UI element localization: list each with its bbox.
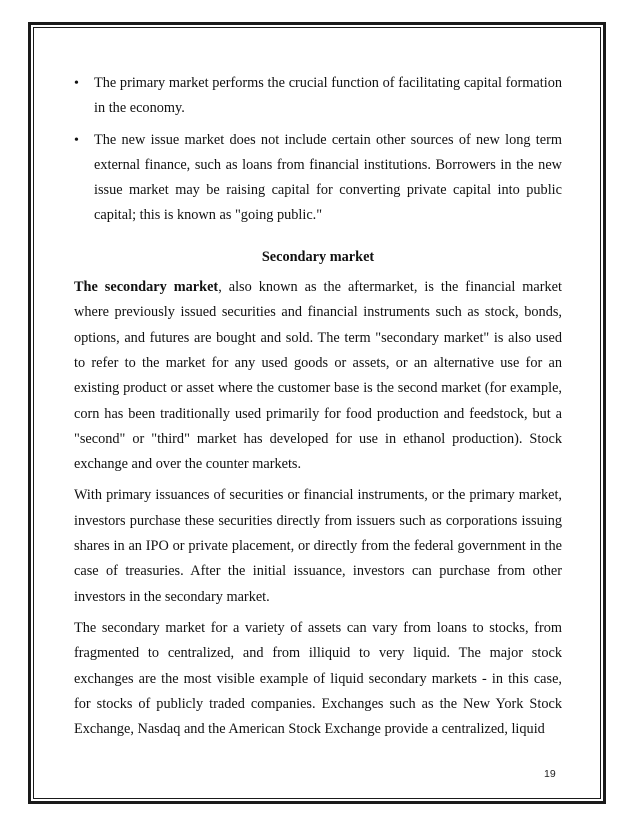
paragraph-variety-of-assets: The secondary market for a variety of assets can vary from loans to stocks, from fragmented to centralized, and from illiquid to very liquid. The major stock exchanges are the most visible example of liquid secondary markets - in this case, for stocks of publicly traded companies. Exchanges such as the New York Stock Exchange, Nasdaq and the American Stock Exchange provide a centralized, liquid xyxy=(74,619,562,738)
bullet-icon: • xyxy=(74,132,79,148)
paragraph-body: , also known as the aftermarket, is the financial market where previously issued securities and financial instruments such as stock, bonds, options, and futures are bought and sold. The term "secondary market" is also used to refer to the market for any used goods or assets, or an alternative use for an existing product or asset where the customer base is the second market (for example, corn has been traditionally used primarily for food production and feedstock, but a "second" or "third" market has developed for use in ethanol production). Stock exchange and over the counter markets. xyxy=(74,279,562,473)
bullet-icon: • xyxy=(74,76,79,91)
paragraph-primary-issuances: With primary issuances of securities or financial instruments, or the primary market, investors purchase these securities directly from issuers such as corporations issuing shares in an IPO or private placement, or directly from the federal government in the case of treasuries. After the initial issuance, investors can purchase from other investors in the secondary market. xyxy=(74,487,562,605)
bullet-item-capital-formation xyxy=(74,71,562,122)
paragraph-lead-term: The secondary market xyxy=(74,279,219,296)
section-heading: Secondary market xyxy=(261,248,375,265)
bullet-text: The new issue market does not include certain other sources of new long term external finance, such as loans from financial institutions. Borrowers in the new issue market may be raising capital for converting private capital into public capital; this is known as "going public." xyxy=(94,131,562,224)
bullet-list xyxy=(74,71,562,229)
page-content xyxy=(74,71,562,748)
bullet-text: The primary market performs the crucial function of facilitating capital formation in the economy. xyxy=(94,75,562,117)
bullet-item-new-issue-market xyxy=(74,128,562,229)
paragraph-secondary-market-definition xyxy=(74,275,562,477)
page-number: 19 xyxy=(544,768,556,780)
